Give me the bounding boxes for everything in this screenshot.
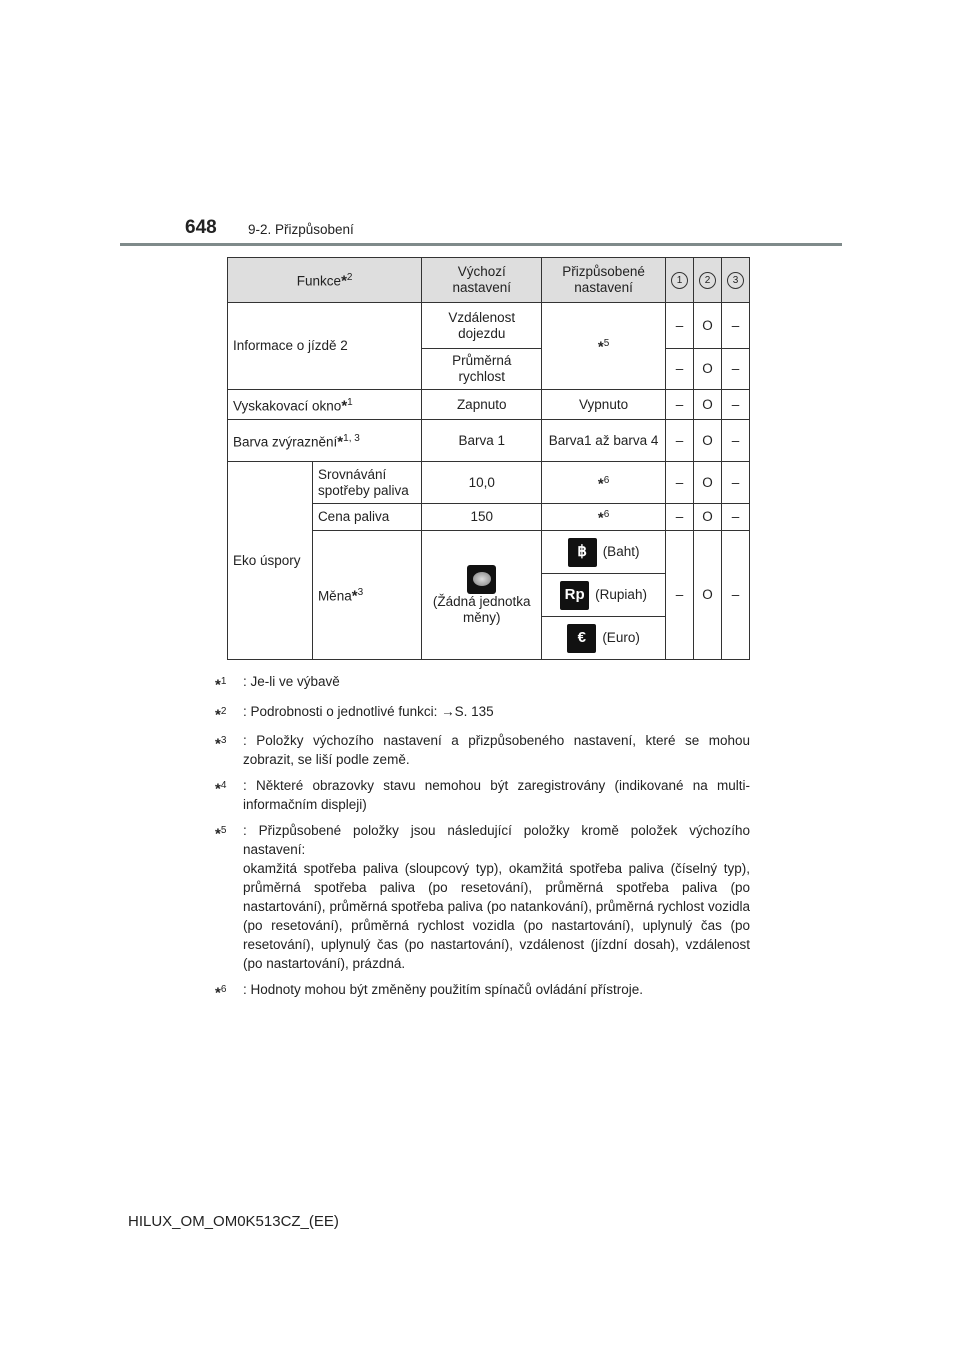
cell-col-3: – xyxy=(721,531,749,660)
cell-col-2: O xyxy=(693,303,721,349)
header-default: Výchozí nastavení xyxy=(422,258,542,303)
page-number: 648 xyxy=(185,217,217,238)
cell-col-2: O xyxy=(693,390,721,420)
cell-col-1: – xyxy=(665,531,693,660)
accent-custom: Barva1 až barva 4 xyxy=(542,420,666,462)
footnote: *$^4$ : Některé obrazovky stavu nemohou být zaregistrovány (indikované na multi-informačním displeji) xyxy=(215,778,750,812)
cell-col-3: – xyxy=(721,504,749,531)
trip2-speed: Průměrná rychlost xyxy=(422,349,542,390)
coin-icon xyxy=(467,565,496,594)
trip2-range: Vzdálenost dojezdu xyxy=(422,303,542,349)
eco-label: Eko úspory xyxy=(228,462,313,660)
header-custom: Přizpůsobené nastavení xyxy=(542,258,666,303)
cell-col-2: O xyxy=(693,531,721,660)
header-col-3: 3 xyxy=(727,272,744,289)
table-row xyxy=(228,390,750,420)
accent-default: Barva 1 xyxy=(422,420,542,462)
cell-col-2: O xyxy=(693,504,721,531)
footnote: *$^5$ : Přizpůsobené položky jsou následující položky kromě položek výchozího nastavení: xyxy=(215,823,750,857)
header-col-2: 2 xyxy=(699,272,716,289)
euro-icon: € xyxy=(567,624,596,653)
fuel-compare-label: Srovnávání spotřeby paliva xyxy=(312,462,421,504)
fuel-price-label: Cena paliva xyxy=(312,504,421,531)
cell-col-1: – xyxy=(665,390,693,420)
header-col-1: 1 xyxy=(671,272,688,289)
section-title: 9-2. Přizpůsobení xyxy=(248,222,354,237)
cell-col-1: – xyxy=(665,303,693,349)
cell-col-1: – xyxy=(665,420,693,462)
cell-col-3: – xyxy=(721,420,749,462)
currency-euro: € (Euro) xyxy=(542,617,666,660)
cell-col-2: O xyxy=(693,462,721,504)
cell-col-1: – xyxy=(665,504,693,531)
table-row xyxy=(228,303,750,349)
fuel-compare-custom: *$^6$ xyxy=(542,462,666,504)
baht-icon: ฿ xyxy=(568,538,597,567)
popup-custom: Vypnuto xyxy=(542,390,666,420)
fuel-price-custom: *$^6$ xyxy=(542,504,666,531)
table-header-row xyxy=(228,258,750,303)
popup-default: Zapnuto xyxy=(422,390,542,420)
footnote-continuation: okamžitá spotřeba paliva (sloupcový typ), okamžitá spotřeba paliva (číselný typ), průměrná spotřeba paliva (po resetování), průměrná spotřeba paliva (po nastartování), průměrná spotřeba paliva (po natankování), průměrná rychlost vozidla (po resetování), průměrná rychlost vozidla (po nastartování), uplynulý čas (po resetování), uplynulý čas (po nastartování), vzdálenost (jízdní dosah), vzdálenost (po nastartování), prázdná. xyxy=(243,861,750,971)
rupiah-icon: Rp xyxy=(560,581,589,610)
cell-col-1: – xyxy=(665,462,693,504)
cell-col-3: – xyxy=(721,303,749,349)
footnote: *$^1$ : Je-li ve výbavě xyxy=(215,674,340,694)
currency-baht: ฿ (Baht) xyxy=(542,531,666,574)
settings-table xyxy=(227,257,750,660)
cell-col-3: – xyxy=(721,462,749,504)
header-function: Funkce*$^2$ xyxy=(228,258,422,303)
footnote: *$^3$ : Položky výchozího nastavení a přizpůsobeného nastavení, které se mohou zobrazit, se liší podle země. xyxy=(215,733,750,767)
currency-default-text: (Žádná jednotka měny) xyxy=(432,593,531,625)
cell-col-3: – xyxy=(721,390,749,420)
header-rule xyxy=(120,243,842,246)
popup-label: Vyskakovací okno*$^1$ xyxy=(228,390,422,420)
fuel-price-default: 150 xyxy=(422,504,542,531)
cell-col-2: O xyxy=(693,349,721,390)
trip2-custom: *$^5$ xyxy=(542,303,666,390)
table-row xyxy=(228,420,750,462)
footnote: *$^6$ : Hodnoty mohou být změněny použitím spínačů ovládání přístroje. xyxy=(215,982,643,1002)
fuel-compare-default: 10,0 xyxy=(422,462,542,504)
footnote: *$^2$ : Podrobnosti o jednotlivé funkci: →S. 135 xyxy=(215,703,494,723)
document-code: HILUX_OM_OM0K513CZ_(EE) xyxy=(128,1213,339,1230)
currency-rupiah: Rp (Rupiah) xyxy=(542,574,666,617)
trip2-label: Informace o jízdě 2 xyxy=(228,303,422,390)
cell-col-2: O xyxy=(693,420,721,462)
table-row xyxy=(228,462,750,504)
currency-default xyxy=(422,531,542,660)
footnotes xyxy=(215,672,750,1010)
currency-label: Měna*$^3$ xyxy=(312,531,421,660)
accent-label: Barva zvýraznění*$^{1, 3}$ xyxy=(228,420,422,462)
cell-col-1: – xyxy=(665,349,693,390)
cell-col-3: – xyxy=(721,349,749,390)
